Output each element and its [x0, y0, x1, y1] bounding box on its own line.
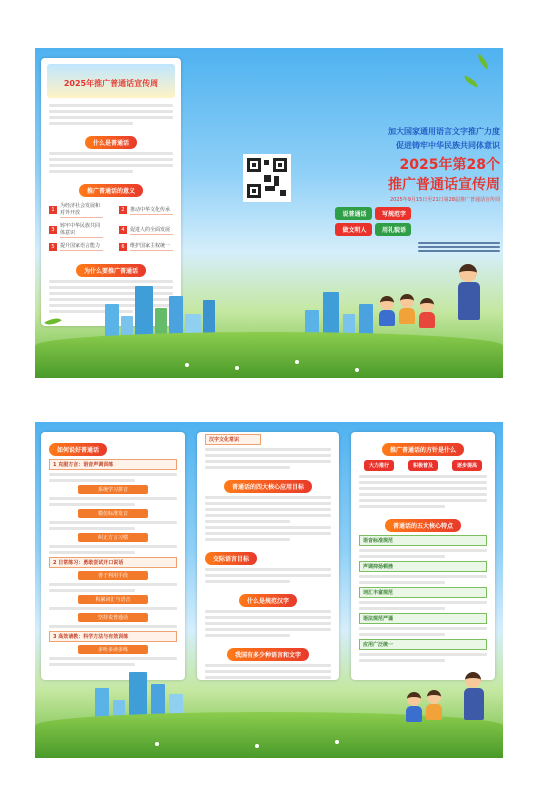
child-illustration — [420, 298, 435, 328]
col2-section-3: 什么是规范汉字 — [239, 594, 297, 607]
col3-section-heading: 普通话的五大核心特点 — [385, 519, 461, 532]
meaning-item: 5 提升国家语言能力 — [49, 242, 103, 251]
section-pill-why: 为什么要推广普通话 — [76, 264, 146, 277]
policy-pill-3: 逐步提高 — [452, 460, 482, 471]
badge-write: 写规范字 — [375, 207, 412, 220]
col3-feature-2: 声调抑扬顿挫 — [359, 561, 487, 572]
meaning-item: 2 推动中华文化传承 — [119, 202, 173, 218]
policy-pill-1: 大力推行 — [364, 460, 394, 471]
col1-sub-6: 坚持说普通话 — [78, 613, 148, 622]
col3-heading: 推广普通话的方针是什么 — [382, 443, 464, 456]
mini-banner-title: 2025年推广普通话宣传周 — [63, 79, 159, 88]
badge-civil: 做文明人 — [335, 223, 372, 236]
slogan-line-1: 加大国家通用语言文字推广力度 — [388, 127, 500, 136]
grass-illustration — [35, 332, 503, 378]
meaning-item: 4 促进人的全面发展 — [119, 222, 173, 238]
col1-sub-5: 积累词汇与语音 — [78, 595, 148, 604]
col1-sub-4: 善于利用手段 — [78, 571, 148, 580]
child-illustration — [380, 296, 395, 326]
teacher-illustration — [465, 672, 484, 720]
cover-body-text — [418, 240, 500, 254]
col2-section-1: 普通话的四大核心应用目标 — [224, 480, 312, 493]
col2-heading: 汉字文化常识 — [205, 434, 261, 445]
col2-section-2: 交际语言目标 — [205, 552, 257, 565]
teacher-illustration — [459, 264, 480, 320]
col1-sub-3: 纠正方言习惯 — [78, 533, 148, 542]
col3-feature-1: 语音标准规范 — [359, 535, 487, 546]
meaning-item: 6 维护国家主权统一 — [119, 242, 173, 251]
badge-speak: 说普通话 — [335, 207, 372, 220]
col1-sub-7: 多听多读多练 — [78, 645, 148, 654]
cover-title-line-2: 推广普通话宣传周 — [388, 177, 500, 193]
slogan-line-2: 促进铸牢中华民族共同体意识 — [396, 141, 500, 150]
col1-tag-3: 3 高效请教：科学方法与有效训练 — [49, 631, 177, 642]
section-pill-meaning: 推广普通话的意义 — [79, 184, 143, 197]
badge-grid — [335, 207, 411, 236]
col1-heading: 如何说好普通话 — [49, 443, 107, 456]
col1-sub-2: 模仿标准发音 — [78, 509, 148, 518]
col3-feature-5: 应用广泛统一 — [359, 639, 487, 650]
col2-section-4: 我国有多少种语言和文字 — [227, 648, 309, 661]
inner-panel-3 — [351, 432, 495, 680]
cover-title-line-1: 2025年第28个 — [399, 157, 500, 173]
child-illustration — [400, 294, 415, 324]
policy-row — [357, 460, 489, 471]
inner-panel-1 — [41, 432, 185, 680]
child-illustration — [407, 692, 422, 722]
badge-polite: 用礼貌语 — [375, 223, 412, 236]
qr-code-icon — [243, 154, 291, 202]
brochure-inner-side — [35, 422, 503, 758]
col1-sub-1: 系统学习拼音 — [78, 485, 148, 494]
col3-feature-4: 语法规范严谨 — [359, 613, 487, 624]
col1-tag-1: 1 克服方言：语音声调训练 — [49, 459, 177, 470]
child-illustration — [427, 690, 442, 720]
date-line: 2025年9月15日至21日第28届推广普通话宣传周 — [390, 197, 500, 203]
inner-panel-2 — [197, 432, 339, 680]
mini-banner — [47, 64, 175, 98]
meaning-item: 1 为经济社会发展和对外开放 — [49, 202, 103, 218]
col1-tag-2: 2 日常练习：勇敢尝试开口说话 — [49, 557, 177, 568]
meaning-item: 3 铸牢中华民族共同体意识 — [49, 222, 103, 238]
cover-title-block — [335, 126, 500, 236]
meaning-grid — [41, 200, 181, 253]
brochure-outer-side — [35, 48, 503, 378]
section-pill-what: 什么是普通话 — [85, 136, 137, 149]
col3-feature-3: 词汇丰富规范 — [359, 587, 487, 598]
policy-pill-2: 积极普及 — [408, 460, 438, 471]
